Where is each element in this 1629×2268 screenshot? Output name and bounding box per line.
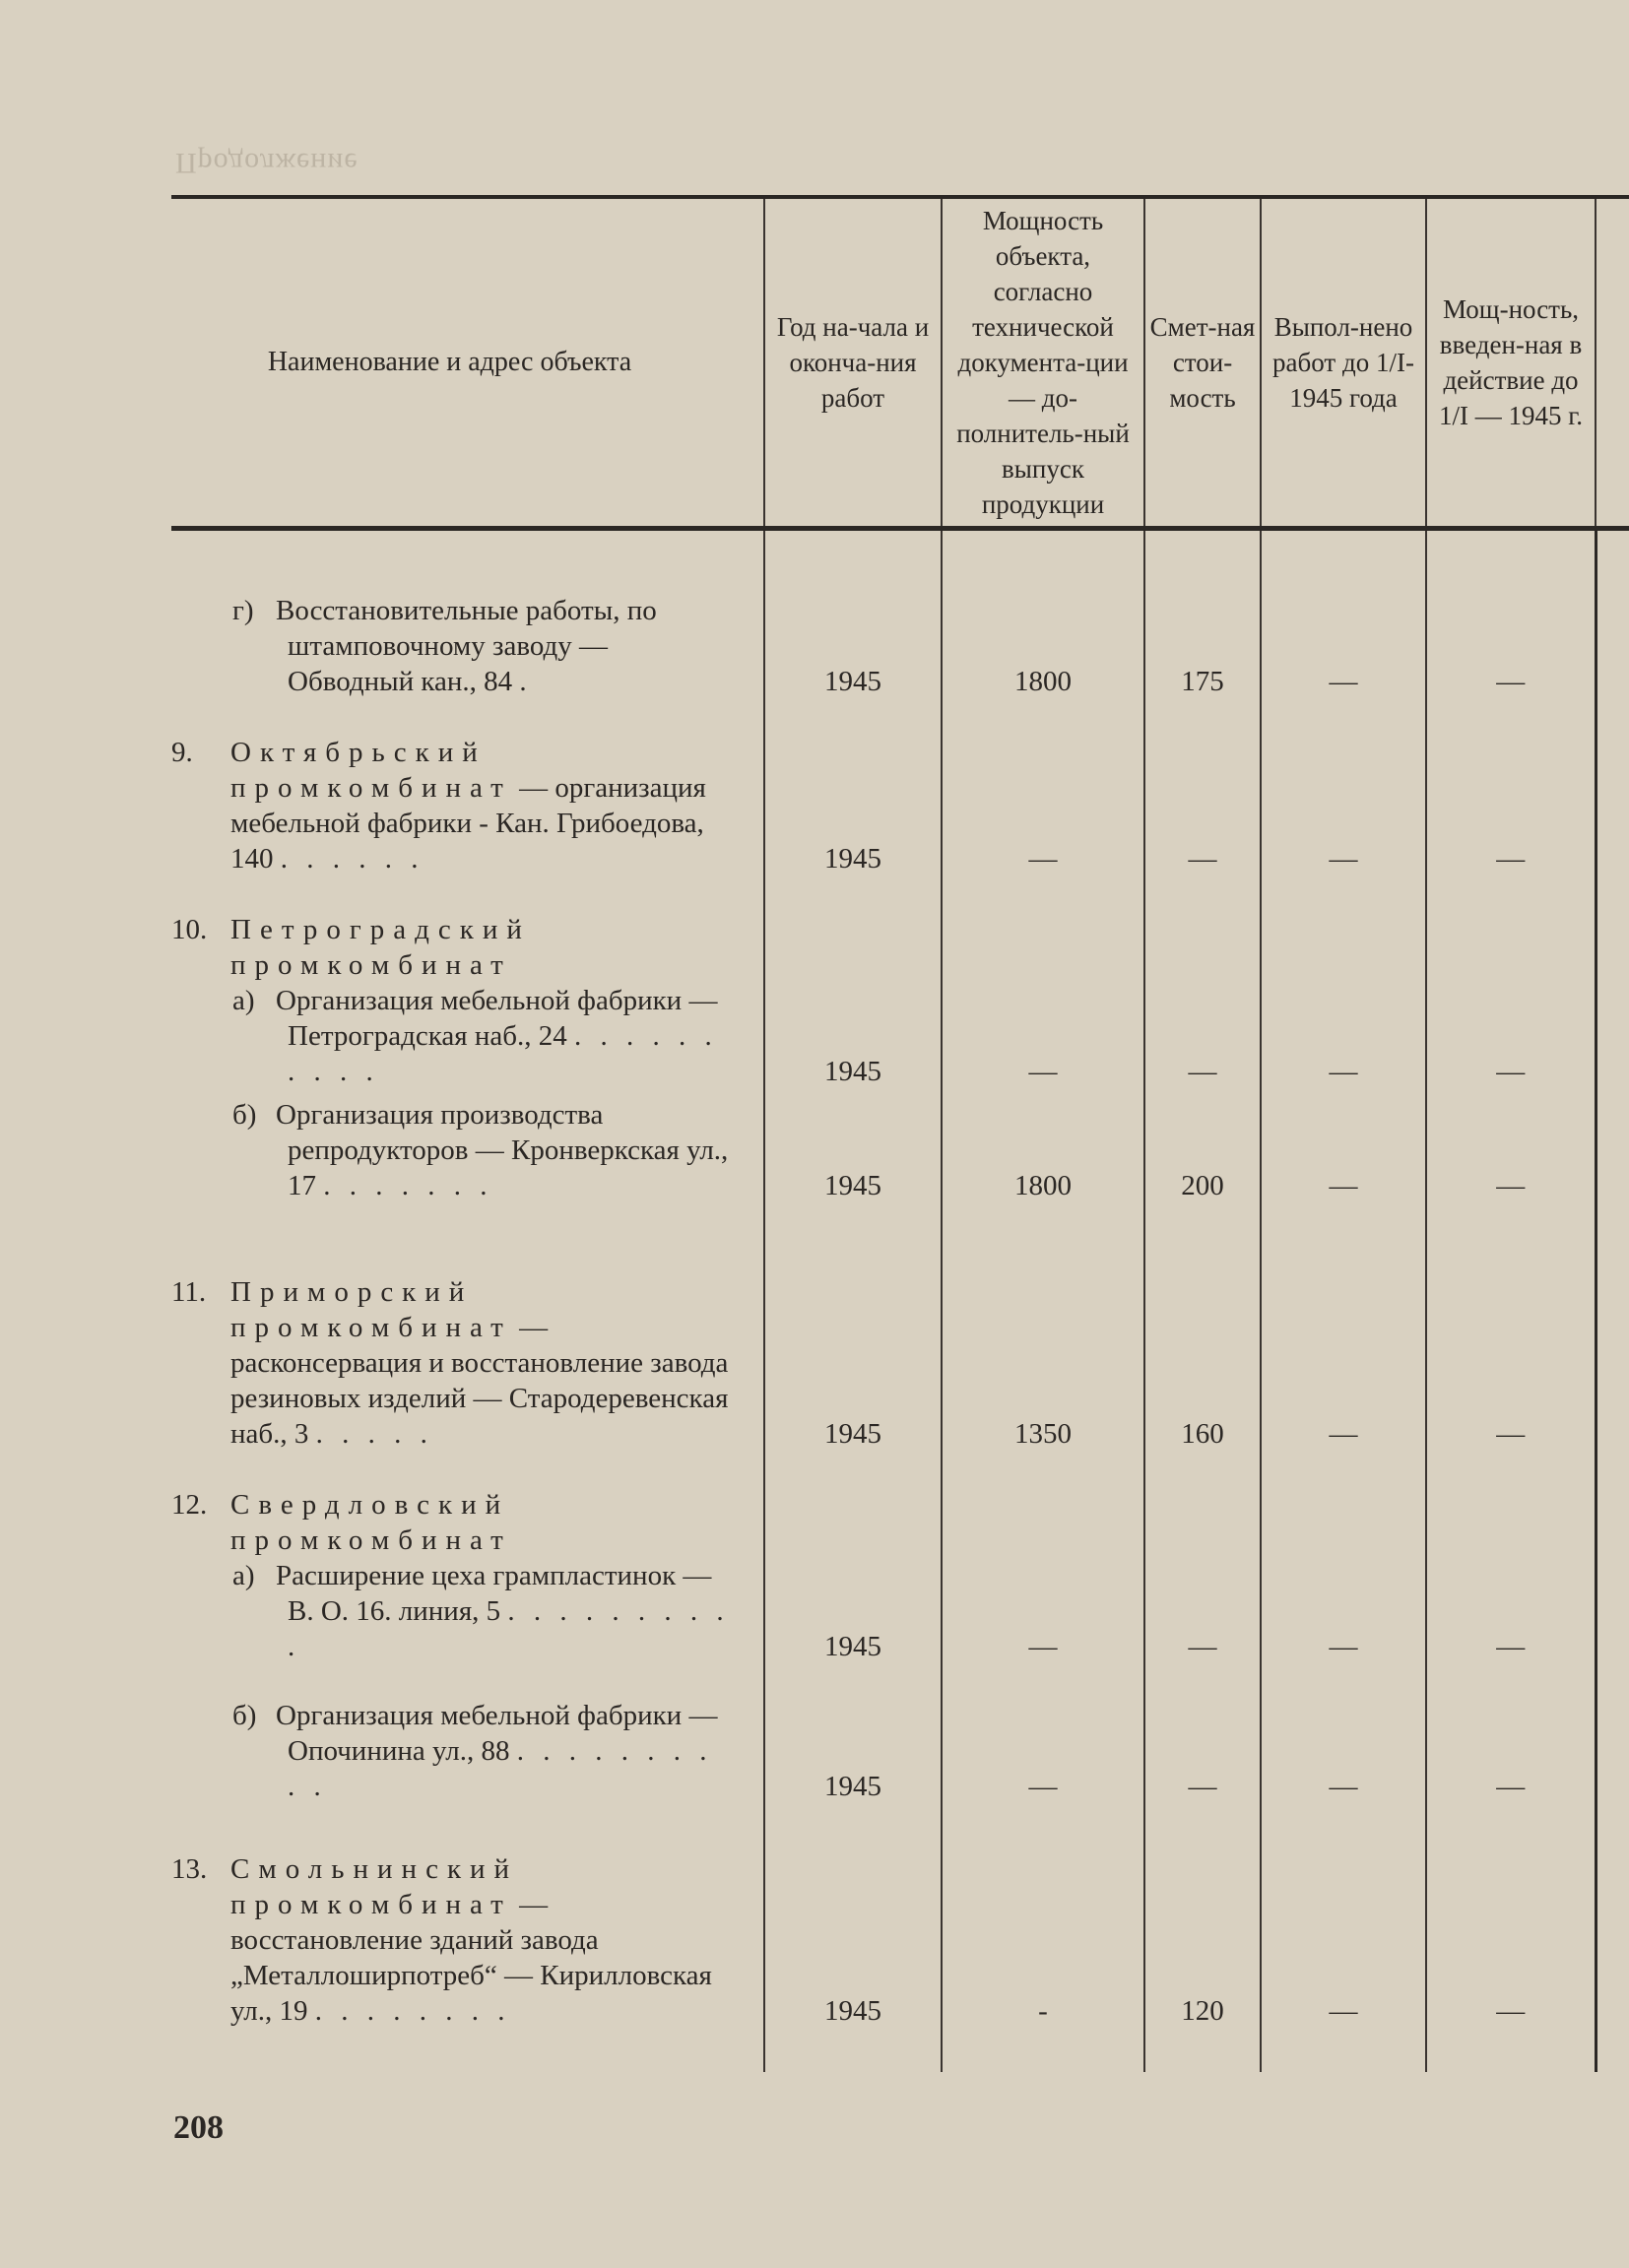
- capacity-cell: —: [942, 1672, 1144, 1812]
- done-cell: —: [1261, 1459, 1426, 1672]
- power-cell: —: [1426, 1459, 1596, 1672]
- cut-cell: [1596, 528, 1629, 707]
- cost-cell: 120: [1144, 1812, 1261, 2072]
- table-row: [171, 707, 1629, 884]
- done-cell: —: [1261, 1097, 1426, 1211]
- capacity-cell: —: [942, 707, 1144, 884]
- object-name: б) Организация производства репродукторов — Кронверкская ул., 17 . . . . . . .: [232, 1099, 729, 1201]
- cost-cell: —: [1144, 1459, 1261, 1672]
- year-cell: 1945: [764, 1672, 942, 1812]
- header-estimated-cost: Смет-ная стои-мость: [1144, 197, 1261, 528]
- object-name: 9. Октябрьский промкомбинат — организация мебельной фабрики - Кан. Грибоедова, 140 . . . . . .: [171, 737, 706, 875]
- capacity-cell: —: [942, 1459, 1144, 1672]
- table-header-row: [171, 197, 1629, 528]
- power-cell: —: [1426, 1812, 1596, 2072]
- table-row: [171, 1672, 1629, 1812]
- cost-cell: —: [1144, 884, 1261, 1097]
- table-row: [171, 1459, 1629, 1672]
- header-cut-column: [1596, 197, 1629, 528]
- done-cell: —: [1261, 1812, 1426, 2072]
- cost-cell: —: [1144, 1672, 1261, 1812]
- power-cell: —: [1426, 528, 1596, 707]
- year-cell: 1945: [764, 1211, 942, 1459]
- header-years: Год на-чала и оконча-ния работ: [764, 197, 942, 528]
- table-row: [171, 1812, 1629, 2072]
- power-cell: —: [1426, 1672, 1596, 1812]
- header-object-name: Наименование и адрес объекта: [171, 197, 764, 528]
- cut-cell: [1596, 1812, 1629, 2072]
- cut-cell: [1596, 707, 1629, 884]
- year-cell: 1945: [764, 884, 942, 1097]
- year-cell: 1945: [764, 1812, 942, 2072]
- power-cell: —: [1426, 1097, 1596, 1211]
- year-cell: 1945: [764, 1097, 942, 1211]
- cost-cell: 160: [1144, 1211, 1261, 1459]
- capacity-cell: -: [942, 1812, 1144, 2072]
- cut-cell: [1596, 1211, 1629, 1459]
- object-name: 12. Свердловский промкомбинат а) Расширение цеха грампластинок — В. О. 16. линия, 5 . . . . . . . . . .: [171, 1489, 730, 1662]
- cut-cell: [1596, 884, 1629, 1097]
- cost-cell: —: [1144, 707, 1261, 884]
- cost-cell: 200: [1144, 1097, 1261, 1211]
- cut-cell: [1596, 1097, 1629, 1211]
- table-row: [171, 1211, 1629, 1459]
- power-cell: —: [1426, 1211, 1596, 1459]
- header-capacity: Мощность объекта, согласно технической документа-ции — до-полнитель-ный выпуск продукции: [942, 197, 1144, 528]
- bleed-through-header: Продолжение: [175, 147, 358, 179]
- table-row: [171, 528, 1629, 707]
- year-cell: 1945: [764, 1459, 942, 1672]
- capacity-cell: 1800: [942, 1097, 1144, 1211]
- object-name: 10. Петроградский промкомбинат а) Организация мебельной фабрики — Петроградская наб., 24 . . . . . . . . . .: [171, 914, 718, 1087]
- cost-cell: 175: [1144, 528, 1261, 707]
- done-cell: —: [1261, 1211, 1426, 1459]
- done-cell: —: [1261, 884, 1426, 1097]
- done-cell: —: [1261, 1672, 1426, 1812]
- table-row: [171, 1097, 1629, 1211]
- capacity-cell: 1800: [942, 528, 1144, 707]
- capacity-cell: —: [942, 884, 1144, 1097]
- cut-cell: [1596, 1459, 1629, 1672]
- done-cell: —: [1261, 528, 1426, 707]
- year-cell: 1945: [764, 707, 942, 884]
- done-cell: —: [1261, 707, 1426, 884]
- construction-objects-table: [171, 195, 1629, 2072]
- capacity-cell: 1350: [942, 1211, 1144, 1459]
- power-cell: —: [1426, 884, 1596, 1097]
- object-name: 13. Смольнинский промкомбинат — восстановление зданий завода „Металлоширпотреб“ — Кирилловская ул., 19 . . . . . . . .: [171, 1853, 712, 2027]
- header-work-done: Выпол-нено работ до 1/I-1945 года: [1261, 197, 1426, 528]
- object-name: 11. Приморский промкомбинат — расконсервация и восстановление завода резиновых изделий — Стародеревенская наб., 3 . . . . .: [171, 1276, 729, 1450]
- table-row: [171, 884, 1629, 1097]
- cut-cell: [1596, 1672, 1629, 1812]
- object-name: г) Восстановительные работы, по штамповочному заводу — Обводный кан., 84 .: [232, 595, 657, 697]
- header-power-commissioned: Мощ-ность, введен-ная в действие до 1/I — 1945 г.: [1426, 197, 1596, 528]
- power-cell: —: [1426, 707, 1596, 884]
- page-number: 208: [173, 2109, 224, 2146]
- object-name: б) Организация мебельной фабрики — Опочинина ул., 88 . . . . . . . . . .: [232, 1700, 718, 1802]
- year-cell: 1945: [764, 528, 942, 707]
